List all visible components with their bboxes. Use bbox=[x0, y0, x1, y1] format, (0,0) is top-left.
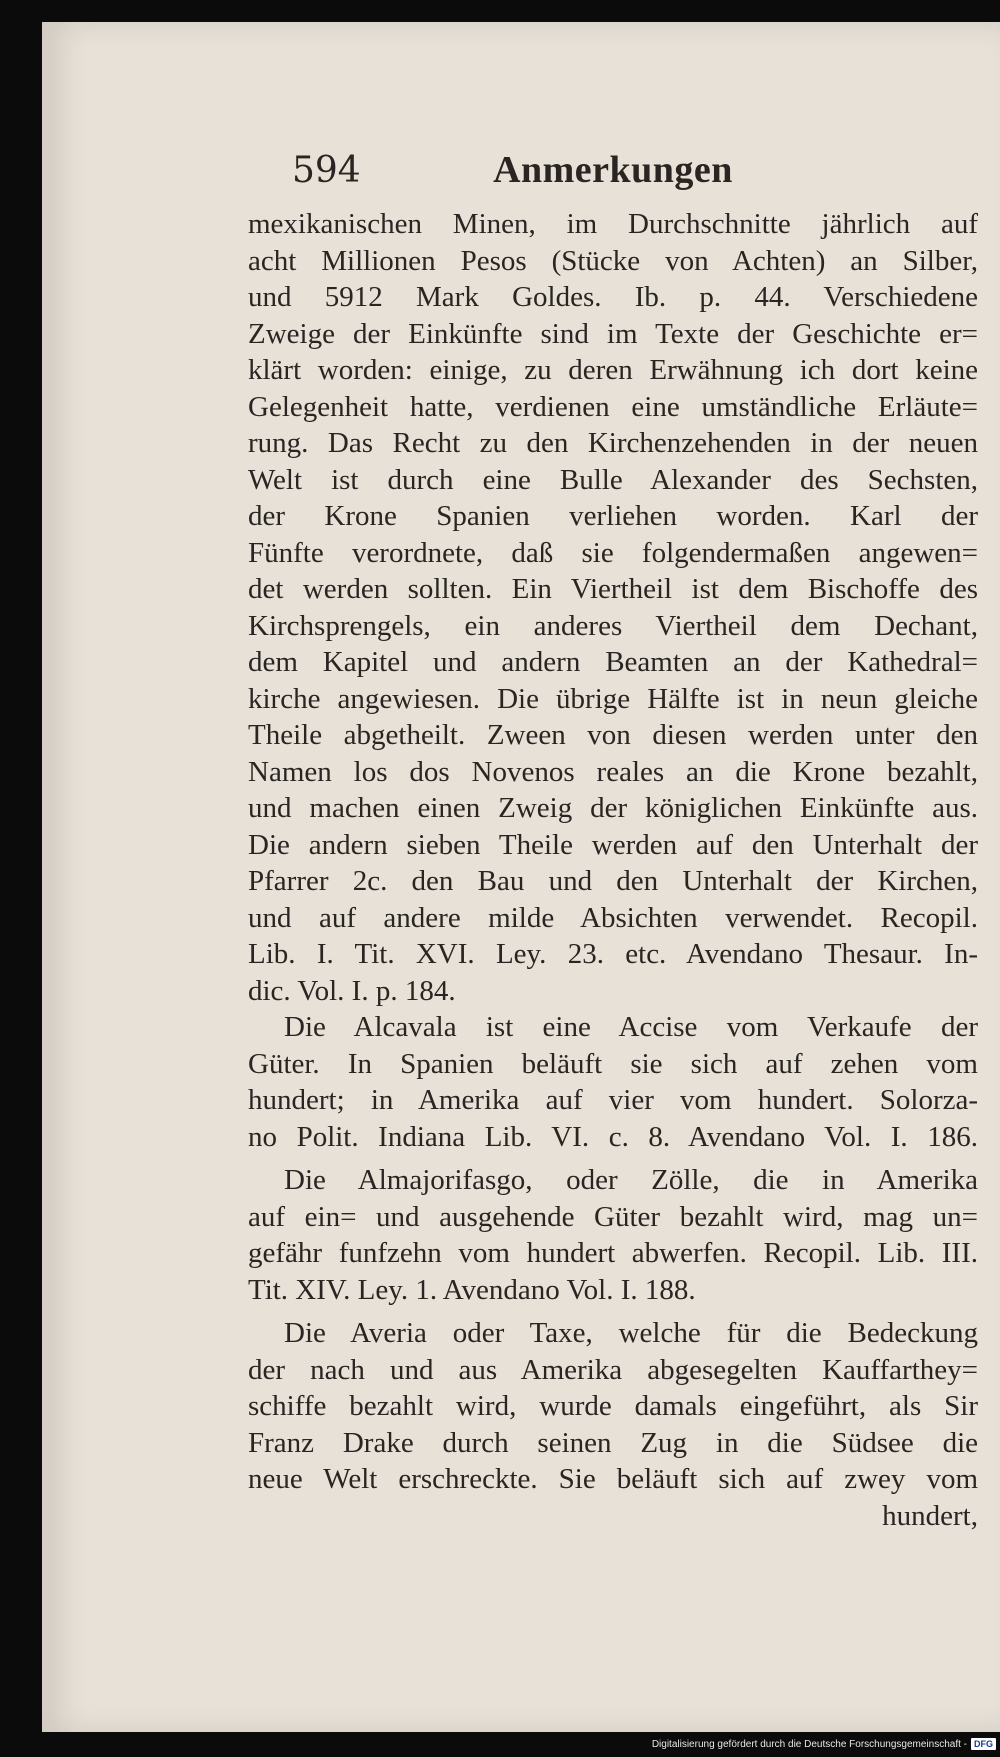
text-line: det werden sollten. Ein Viertheil ist dem Bischoffe des bbox=[248, 573, 978, 605]
text-line: Die andern sieben Theile werden auf den Unterhalt der bbox=[248, 828, 978, 861]
text-line: Namen los dos Novenos reales an die Krone bezahlt, bbox=[248, 755, 978, 788]
text-line: auf ein= und ausgehende Güter bezahlt wird, mag un= bbox=[248, 1200, 978, 1233]
paragraph-start-line: Die Averia oder Taxe, welche für die Bedeckung bbox=[284, 1317, 978, 1349]
page-text-block bbox=[248, 140, 978, 1534]
text-line: rung. Das Recht zu den Kirchenzehenden in der neuen bbox=[248, 427, 978, 459]
text-line: Kirchsprengels, ein anderes Viertheil dem Dechant, bbox=[248, 609, 978, 642]
footer-credit: Digitalisierung gefördert durch die Deutsche Forschungsgemeinschaft - bbox=[651, 1738, 967, 1750]
text-line: und machen einen Zweig der königlichen Einkünfte aus. bbox=[248, 792, 978, 824]
page-header bbox=[248, 140, 978, 206]
text-line: der Krone Spanien verliehen worden. Karl der bbox=[248, 500, 978, 532]
text-line: gefähr funfzehn vom hundert abwerfen. Recopil. Lib. III. bbox=[248, 1237, 978, 1269]
text-line: dem Kapitel und andern Beamten an der Kathedral= bbox=[248, 646, 978, 678]
text-line: Lib. I. Tit. XVI. Ley. 23. etc. Avendano Thesaur. In- bbox=[248, 938, 978, 970]
text-line: Welt ist durch eine Bulle Alexander des Sechsten, bbox=[248, 463, 978, 496]
text-line: schiffe bezahlt wird, wurde damals eingeführt, als Sir bbox=[248, 1390, 978, 1422]
text-line: klärt worden: einige, zu deren Erwähnung ich dort keine bbox=[248, 354, 978, 386]
text-line: Tit. XIV. Ley. 1. Avendano Vol. I. 188. bbox=[248, 1273, 696, 1306]
text-line: neue Welt erschreckte. Sie beläuft sich auf zwey vom bbox=[248, 1463, 978, 1495]
text-line: Pfarrer 2c. den Bau und den Unterhalt der Kirchen, bbox=[248, 865, 978, 897]
text-line: Franz Drake durch seinen Zug in die Südsee die bbox=[248, 1426, 978, 1459]
paragraph-start-line: Die Alcavala ist eine Accise vom Verkaufe der bbox=[284, 1011, 978, 1043]
text-line: acht Millionen Pesos (Stücke von Achten) an Silber, bbox=[248, 244, 978, 277]
digitization-footer bbox=[652, 1735, 996, 1753]
text-line: und 5912 Mark Goldes. Ib. p. 44. Verschiedene bbox=[248, 281, 978, 313]
running-title: Anmerkungen bbox=[493, 149, 733, 191]
text-line: Zweige der Einkünfte sind im Texte der Geschichte er= bbox=[248, 317, 978, 350]
body-text bbox=[248, 206, 978, 1534]
text-line: hundert; in Amerika auf vier vom hundert. Solorza- bbox=[248, 1084, 978, 1116]
text-line: kirche angewiesen. Die übrige Hälfte ist in neun gleiche bbox=[248, 682, 978, 715]
text-line: Theile abgetheilt. Zween von diesen werden unter den bbox=[248, 719, 978, 751]
text-line: Gelegenheit hatte, verdienen eine umständliche Erläute= bbox=[248, 390, 978, 423]
text-line: dic. Vol. I. p. 184. bbox=[248, 974, 456, 1007]
text-line: Güter. In Spanien beläuft sie sich auf zehen vom bbox=[248, 1047, 978, 1080]
text-line: mexikanischen Minen, im Durchschnitte jährlich auf bbox=[248, 208, 978, 240]
text-line: Fünfte verordnete, daß sie folgendermaßen angewen= bbox=[248, 536, 978, 569]
text-line: no Polit. Indiana Lib. VI. c. 8. Avendano Vol. I. 186. bbox=[248, 1120, 978, 1153]
paragraph-start-line: Die Almajorifasgo, oder Zölle, die in Amerika bbox=[284, 1164, 978, 1196]
text-line: der nach und aus Amerika abgesegelten Kauffarthey= bbox=[248, 1353, 978, 1386]
dfg-logo: DFG bbox=[971, 1738, 996, 1750]
book-page bbox=[42, 22, 1000, 1732]
text-line: und auf andere milde Absichten verwendet. Recopil. bbox=[248, 901, 978, 934]
catchword-line: hundert, bbox=[882, 1499, 978, 1532]
page-number: 594 bbox=[292, 150, 361, 191]
